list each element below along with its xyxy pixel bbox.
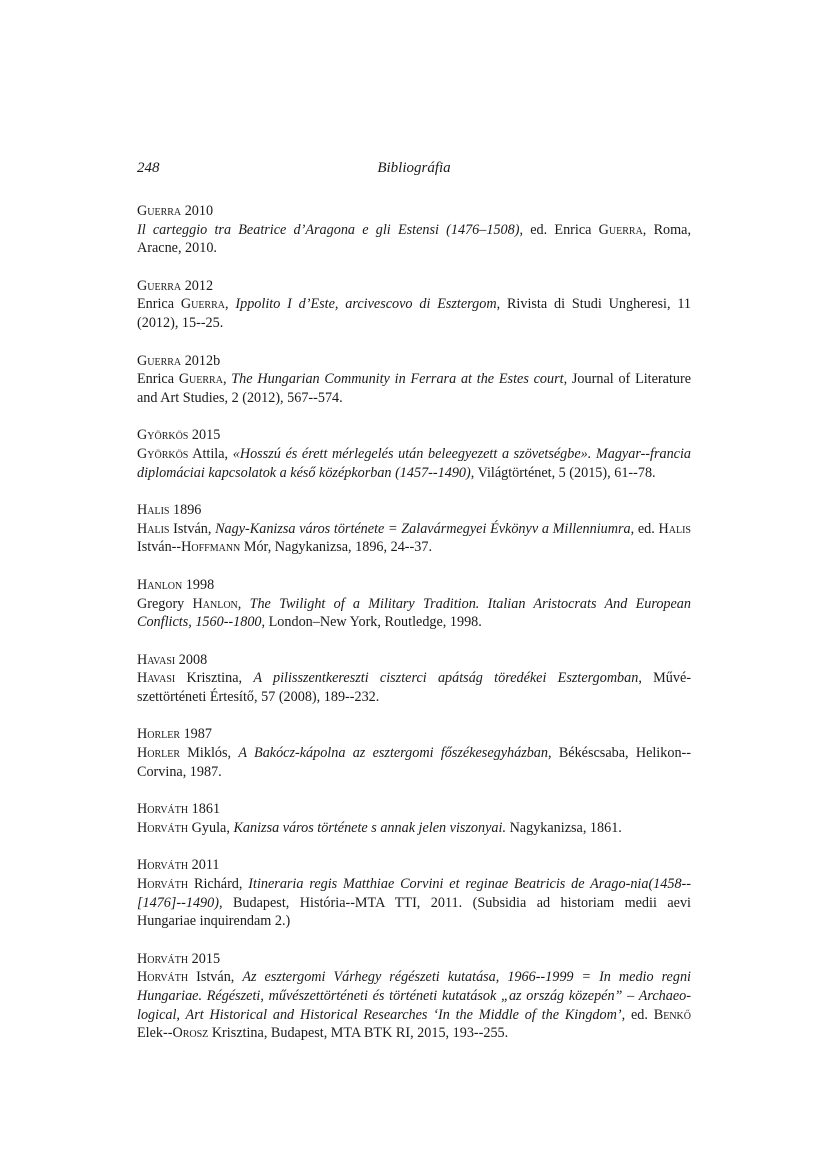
- entry-key: [137, 856, 691, 875]
- page-number: 248: [137, 160, 160, 176]
- entry-key-year: 2011: [191, 857, 220, 874]
- entry-key: [137, 501, 691, 520]
- citation-text: Miklós,: [180, 745, 239, 762]
- entry-citation: [137, 221, 691, 258]
- citation-text: ,: [225, 296, 236, 313]
- entry-citation: [137, 520, 691, 557]
- citation-author-name: Havasi: [137, 670, 176, 687]
- citation-title: Itineraria regis Matthiae Corvini et reginae Beatricis de Arago-nia(1458--[1476]--1490): [137, 876, 691, 911]
- entry-key-author: Guerra: [137, 352, 182, 369]
- citation-text: Enrica: [137, 296, 181, 313]
- entry-key-year: 2015: [191, 427, 221, 444]
- citation-text: , Roma, Aracne, 2010.: [137, 221, 692, 257]
- entry-key-year: 1998: [185, 576, 215, 593]
- citation-text: Krisztina, Budapest, MTA BTK RI, 2015, 193--255.: [208, 1025, 509, 1042]
- citation-text: Gyula,: [188, 819, 234, 836]
- entry-citation: [137, 669, 691, 706]
- citation-text: , Journal of Literature and Art Studies, 2 (2012), 567--574.: [137, 371, 691, 406]
- citation-text: , Világtörténet, 5 (2015), 61--78.: [470, 464, 656, 481]
- citation-author-name: Halis: [658, 520, 691, 537]
- citation-author-name: Horváth: [137, 876, 189, 893]
- entry-key-year: 1861: [191, 801, 221, 818]
- citation-text: Attila,: [188, 445, 233, 462]
- entry-key-year: 2012: [184, 277, 214, 294]
- entry-citation: [137, 744, 691, 781]
- citation-title: The Twilight of a Military Tradition. Italian Aristocrats And European Conflicts, 1560--1800: [137, 595, 691, 631]
- citation-author-name: Orosz: [172, 1025, 209, 1042]
- entry-key-year: 1987: [183, 726, 212, 743]
- citation-title: The Hungarian Community in Ferrara at the Estes court: [231, 371, 564, 388]
- entry-citation: [137, 875, 691, 931]
- citation-text: István,: [169, 520, 216, 537]
- bibliography-entry: [137, 277, 691, 333]
- bibliography-entry: [137, 501, 691, 557]
- entry-key: [137, 725, 691, 744]
- entry-key-author: Horváth: [137, 950, 189, 967]
- citation-title: Az esztergomi Várhegy régészeti kutatása, 1966--1999 = In medio regni Hungariae. Régészeti, művészettörténeti és történeti kutatások „az ország közepén” – Archaeo-logical, Art Historical and Historical Researches ‘In the Middle of the Kingdom’: [137, 969, 691, 1023]
- citation-title: «Hosszú és érett mérlegelés után beleegyezett a szövetségbe». Magyar--francia diplomáciai kapcsolatok a késő középkorban (1457--1490): [137, 445, 691, 481]
- citation-text: Krisztina,: [175, 670, 254, 687]
- entry-key: [137, 576, 691, 595]
- entry-key-year: 2012b: [184, 352, 221, 369]
- citation-text: , Budapest, História--MTA TTI, 2011. (Subsidia ad historiam medii aevi Hungariae inquirendam 2.): [137, 894, 691, 930]
- entry-key-year: 2008: [178, 651, 208, 668]
- citation-author-name: Guerra: [180, 296, 225, 313]
- citation-author-name: Halis: [137, 520, 170, 537]
- entry-citation: [137, 445, 691, 482]
- entry-citation: [137, 295, 691, 332]
- entry-key: [137, 800, 691, 819]
- bibliography-entry: [137, 856, 691, 930]
- bibliography-entry: [137, 202, 691, 258]
- entry-key-year: 2015: [191, 950, 221, 967]
- entry-key-author: Györkös: [137, 427, 189, 444]
- citation-author-name: Benkő: [653, 1006, 691, 1023]
- entry-key-author: Hanlon: [137, 576, 183, 593]
- citation-author-name: Györkös: [137, 445, 189, 462]
- entry-key-author: Horler: [137, 726, 181, 743]
- citation-title: A pilisszentkereszti ciszterci apátság töredékei Esztergomban: [253, 670, 639, 687]
- entry-key-author: Horváth: [137, 857, 189, 874]
- citation-text: István--: [137, 539, 182, 556]
- citation-author-name: Horler: [137, 745, 181, 762]
- entry-key-author: Horváth: [137, 801, 189, 818]
- entry-citation: [137, 819, 691, 838]
- bibliography-entry: [137, 576, 691, 632]
- citation-text: , Rivista di Studi Ungheresi, 11 (2012), 15--25.: [137, 296, 691, 331]
- bibliography-page: [137, 160, 691, 1062]
- entry-key: [137, 202, 691, 221]
- citation-text: , Békéscsaba, Helikon--Corvina, 1987.: [137, 745, 691, 780]
- entry-citation: [137, 968, 691, 1042]
- entry-key: [137, 352, 691, 371]
- citation-text: , Művé-szettörténeti Értesítő, 57 (2008), 189--232.: [137, 670, 691, 705]
- citation-text: Elek--: [137, 1025, 173, 1042]
- citation-text: István,: [188, 969, 243, 986]
- citation-author-name: Hanlon: [192, 595, 238, 612]
- citation-author-name: Hoffmann: [181, 539, 241, 556]
- entry-key-author: Guerra: [137, 203, 182, 219]
- citation-text: ,: [222, 371, 232, 388]
- bibliography-entry: [137, 352, 691, 408]
- running-title: Bibliográfia: [377, 160, 451, 176]
- citation-text: Gregory: [137, 595, 193, 612]
- citation-title: Ippolito I d’Este, arcivescovo di Esztergom: [235, 296, 497, 313]
- entry-key-author: Havasi: [137, 651, 176, 668]
- citation-text: , ed. Enrica: [519, 221, 599, 238]
- entry-key: [137, 277, 691, 296]
- citation-text: , London–New York, Routledge, 1998.: [261, 614, 482, 631]
- citation-text: Mór, Nagykanizsa, 1896, 24--37.: [240, 539, 432, 556]
- citation-title: A Bakócz-kápolna az esztergomi főszékesegyházban: [238, 745, 548, 762]
- citation-title: Kanizsa város története s annak jelen viszonyai.: [233, 819, 507, 836]
- citation-text: Enrica: [137, 371, 179, 388]
- bibliography-entry: [137, 651, 691, 707]
- entry-key: [137, 426, 691, 445]
- entry-citation: [137, 595, 691, 632]
- entry-key-year: 2010: [184, 203, 214, 219]
- citation-author-name: Guerra: [598, 221, 643, 238]
- entry-key: [137, 651, 691, 670]
- bibliography-entry: [137, 950, 691, 1043]
- citation-author-name: Horváth: [137, 819, 189, 836]
- citation-title: Nagy-Kanizsa város története = Zalavármegyei Évkönyv a Millenniumra: [215, 520, 631, 537]
- bibliography-entry: [137, 426, 691, 482]
- bibliography-list: [137, 202, 691, 1043]
- entry-citation: [137, 370, 691, 407]
- entry-key-author: Halis: [137, 502, 170, 519]
- entry-key-author: Guerra: [137, 277, 182, 294]
- citation-text: ,: [237, 595, 250, 612]
- citation-author-name: Horváth: [137, 969, 189, 986]
- running-head: [137, 160, 691, 180]
- bibliography-entry: [137, 800, 691, 837]
- citation-text: , ed.: [621, 1006, 654, 1023]
- citation-author-name: Guerra: [178, 371, 223, 388]
- citation-text: Nagykanizsa, 1861.: [506, 819, 622, 836]
- citation-text: Richárd,: [188, 876, 249, 893]
- entry-key-year: 1896: [173, 502, 202, 519]
- bibliography-entry: [137, 725, 691, 781]
- citation-title: Il carteggio tra Beatrice d’Aragona e gli Estensi (1476–1508): [137, 221, 520, 238]
- citation-text: , ed.: [630, 520, 659, 537]
- entry-key: [137, 950, 691, 969]
